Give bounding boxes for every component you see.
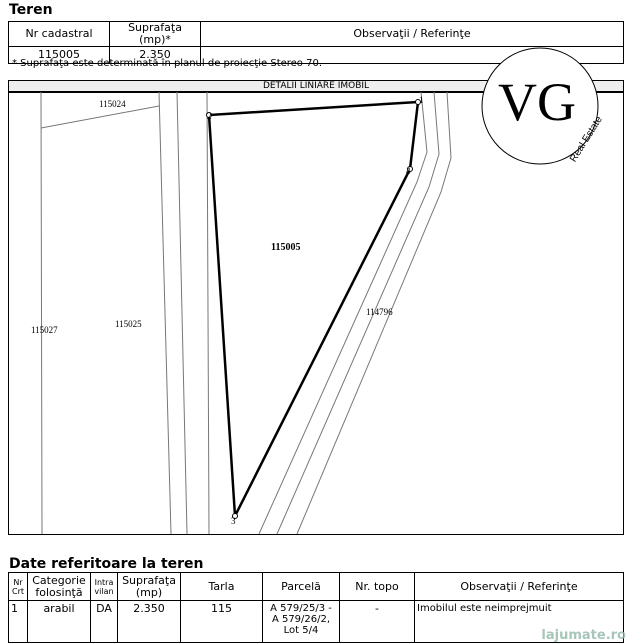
header-suprafata: Suprafaţa (mp)* bbox=[110, 22, 201, 47]
cell-parcela bbox=[263, 601, 340, 643]
cell-nr-topo: - bbox=[340, 601, 415, 643]
vertex-label-1: 1 bbox=[419, 95, 424, 105]
vertex-label-4: 4 bbox=[406, 166, 411, 176]
section-title-date: Date referitoare la teren bbox=[9, 556, 204, 572]
header-suprafata-mp bbox=[118, 573, 181, 601]
header-intravilan-line2: vilan bbox=[94, 586, 114, 596]
cell-parcela-line2: A 579/26/2, bbox=[271, 614, 331, 625]
header-nr-line1: Nr bbox=[13, 577, 23, 587]
header-nr-crt bbox=[9, 573, 28, 601]
logo-mark bbox=[478, 44, 602, 168]
map-header: DETALII LINIARE IMOBIL bbox=[8, 80, 624, 93]
cell-suprafata-mp: 2.350 bbox=[118, 601, 181, 643]
cell-tarla: 115 bbox=[181, 601, 263, 643]
cell-suprafata: 2.350 bbox=[110, 47, 201, 64]
vertex-label-2: 2 bbox=[207, 111, 212, 121]
header-categorie-line2: folosinţă bbox=[35, 585, 83, 599]
logo-text: Real Estate bbox=[568, 114, 602, 165]
cell-observatii-date: Imobilul este neimprejmuit bbox=[415, 601, 624, 643]
header-categorie bbox=[28, 573, 91, 601]
boundary-line bbox=[41, 92, 42, 534]
header-intravilan-line1: Intra bbox=[94, 577, 114, 587]
vg-real-estate-logo bbox=[478, 44, 602, 168]
header-suprafata-line2: (mp) bbox=[135, 585, 163, 599]
parcel-label-115027: 115027 bbox=[31, 325, 58, 335]
boundary-line bbox=[177, 92, 187, 534]
parcel-label-115024: 115024 bbox=[99, 99, 126, 109]
parcel-label-114796: 114796 bbox=[366, 307, 393, 317]
header-categorie-line1: Categorie bbox=[32, 573, 86, 587]
cell-nr: 1 bbox=[9, 601, 28, 643]
header-tarla: Tarla bbox=[181, 573, 263, 601]
date-table bbox=[8, 572, 624, 643]
logo-monogram: VG bbox=[498, 72, 576, 132]
cell-intravilan: DA bbox=[91, 601, 118, 643]
header-nr-cadastral: Nr cadastral bbox=[9, 22, 110, 47]
cell-parcela-line3: Lot 5/4 bbox=[283, 625, 319, 636]
surface-note: * Suprafaţa este determinată în planul de proiecţie Stereo 70. bbox=[12, 58, 323, 69]
header-observatii: Observaţii / Referinţe bbox=[201, 22, 624, 47]
watermark: lajumate.ro bbox=[541, 628, 626, 643]
parcel-label-115005: 115005 bbox=[271, 242, 301, 253]
road-line bbox=[259, 92, 427, 534]
section-title-teren: Teren bbox=[9, 2, 53, 18]
boundary-line bbox=[207, 92, 209, 534]
cell-parcela-line1: A 579/25/3 - bbox=[270, 603, 332, 614]
header-intravilan bbox=[91, 573, 118, 601]
header-nr-line2: Crt bbox=[11, 586, 24, 596]
cell-categorie: arabil bbox=[28, 601, 91, 643]
parcel-label-115025: 115025 bbox=[115, 319, 142, 329]
cell-nr-cadastral: 115005 bbox=[9, 47, 110, 64]
header-parcela: Parcelă bbox=[263, 573, 340, 601]
vertex-label-3: 3 bbox=[231, 516, 236, 526]
header-suprafata-line1: Suprafaţa bbox=[122, 573, 176, 587]
header-nr-topo: Nr. topo bbox=[340, 573, 415, 601]
boundary-line bbox=[159, 92, 171, 534]
header-observatii-date: Observaţii / Referinţe bbox=[415, 573, 624, 601]
boundary-line bbox=[41, 106, 159, 128]
